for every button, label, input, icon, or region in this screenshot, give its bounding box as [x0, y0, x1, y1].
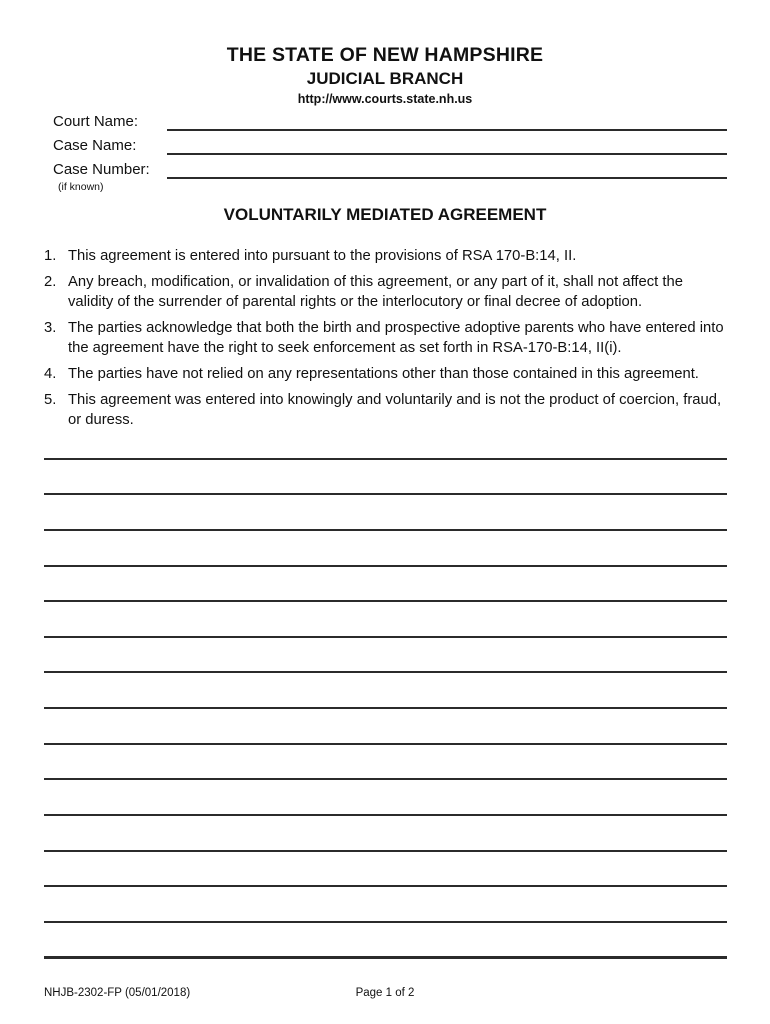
agreement-item [44, 364, 728, 384]
case-number-field [44, 155, 727, 179]
blank-writing-line[interactable] [44, 602, 727, 638]
item-text: This agreement was entered into knowingly and voluntarily and is not the product of coercion, fraud, or duress. [68, 392, 722, 428]
court-name-label: Court Name: [53, 113, 139, 130]
agreement-item [44, 272, 728, 312]
blank-writing-line[interactable] [44, 852, 727, 888]
item-text: Any breach, modification, or invalidation of this agreement, or any part of it, shall not affect the validity of the surrender of parental rights or the interlocutory or final decree of adoption. [68, 274, 683, 310]
agreement-list [44, 246, 728, 436]
blank-writing-line[interactable] [44, 709, 727, 745]
item-text: The parties acknowledge that both the birth and prospective adoptive parents who have entered into the agreement have the right to seek enforcement as set forth in RSA-170-B:14, II(i). [68, 320, 724, 356]
court-website-url: http://www.courts.state.nh.us [297, 92, 473, 106]
writing-area [44, 424, 727, 959]
item-text: This agreement is entered into pursuant to the provisions of RSA 170-B:14, II. [68, 248, 577, 264]
page-indicator: Page 1 of 2 [355, 987, 415, 999]
blank-writing-line[interactable] [44, 887, 727, 923]
blank-writing-line[interactable] [44, 495, 727, 531]
state-title: THE STATE OF NEW HAMPSHIRE [226, 44, 544, 66]
page-footer [44, 987, 726, 999]
form-title: VOLUNTARILY MEDIATED AGREEMENT [223, 205, 547, 224]
case-number-label: Case Number: [53, 161, 150, 178]
judicial-branch-title: JUDICIAL BRANCH [306, 69, 464, 88]
agreement-item [44, 246, 728, 266]
form-header [0, 44, 770, 106]
blank-writing-line[interactable] [44, 780, 727, 816]
court-name-field [44, 107, 727, 131]
case-name-field [44, 131, 727, 155]
blank-writing-line[interactable] [44, 638, 727, 674]
blank-writing-line[interactable] [44, 460, 727, 496]
agreement-item [44, 318, 728, 358]
case-info-fields [44, 107, 727, 193]
item-number: 1. [44, 248, 57, 264]
item-number: 4. [44, 366, 57, 382]
item-number: 2. [44, 274, 57, 290]
blank-writing-line[interactable] [44, 745, 727, 781]
form-number: NHJB-2302-FP (05/01/2018) [44, 987, 191, 999]
if-known-note: (if known) [58, 181, 104, 193]
blank-writing-line[interactable] [44, 923, 727, 959]
footer-spacer [499, 987, 726, 999]
blank-writing-line[interactable] [44, 567, 727, 603]
item-text: The parties have not relied on any representations other than those contained in this agreement. [68, 366, 699, 382]
item-number: 5. [44, 392, 57, 408]
court-name-input-line[interactable] [167, 107, 727, 131]
case-name-input-line[interactable] [167, 131, 727, 155]
blank-writing-line[interactable] [44, 424, 727, 460]
item-number: 3. [44, 320, 57, 336]
case-number-input-line[interactable] [167, 155, 727, 179]
blank-writing-line[interactable] [44, 673, 727, 709]
case-name-label: Case Name: [53, 137, 137, 154]
blank-writing-line[interactable] [44, 816, 727, 852]
blank-writing-line[interactable] [44, 531, 727, 567]
